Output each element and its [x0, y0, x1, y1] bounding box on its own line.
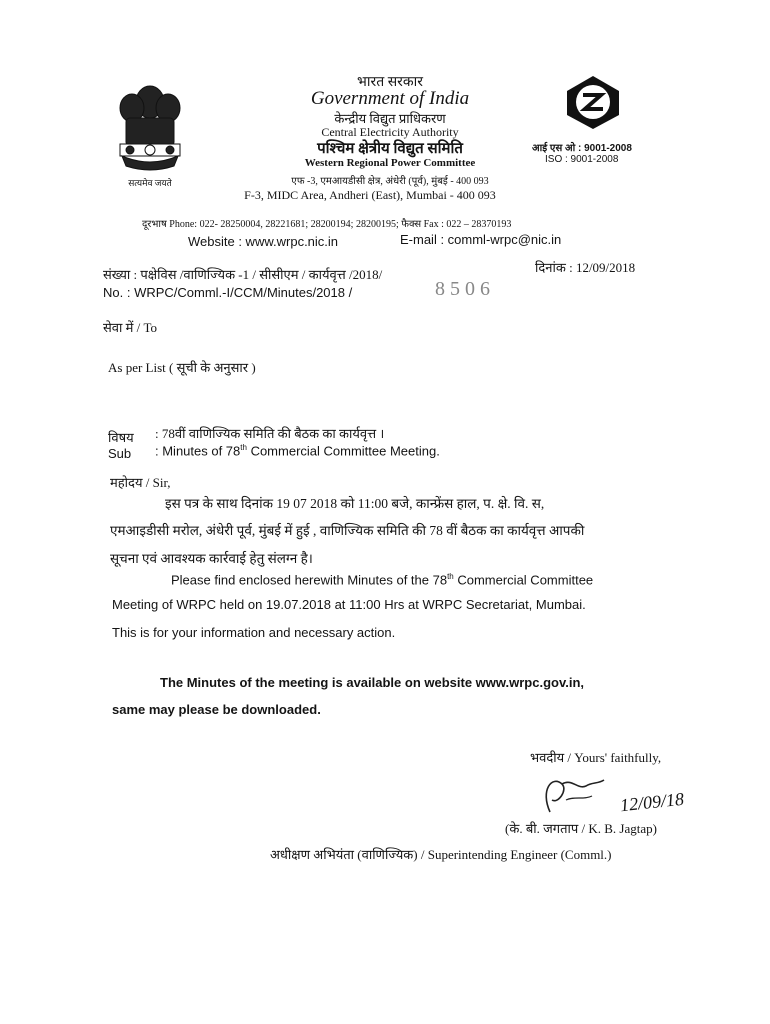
english-body-line-1-prefix: Please find enclosed herewith Minutes of the 78	[171, 572, 448, 588]
hindi-authority: केन्द्रीय विद्युत प्राधिकरण	[334, 111, 446, 126]
stamp-number: 8506	[435, 278, 495, 300]
english-address: F-3, MIDC Area, Andheri (East), Mumbai - 400 093	[244, 188, 496, 202]
hindi-body-line-3: सूचना एवं आवश्यक कार्रवाई हेतु संलग्न है।	[110, 551, 313, 566]
yours-faithfully: भवदीय / Yours' faithfully,	[530, 750, 662, 765]
subject-english-sup: th	[240, 443, 247, 452]
subject-english-prefix: : Minutes of 78	[155, 443, 241, 459]
english-body-line-1-suffix: Commercial Committee	[453, 572, 594, 588]
phone-line: दूरभाष Phone: 022- 28250004, 28221681; 28200194; 28200195; फैक्स Fax : 022 – 28370193	[142, 219, 512, 230]
subject-english-label: Sub	[108, 446, 132, 461]
website-notice-line-2: same may please be downloaded.	[112, 702, 321, 717]
subject-english-suffix: Commercial Committee Meeting.	[246, 443, 440, 459]
reference-english: No. : WRPC/Comml.-I/CCM/Minutes/2018 /	[103, 285, 353, 300]
email-link[interactable]: E-mail : comml-wrpc@nic.in	[400, 232, 562, 247]
subject-hindi-label: विषय	[108, 430, 134, 445]
state-emblem	[108, 78, 192, 190]
hindi-address: एफ -3, एमआयडीसी क्षेत्र, अंधेरी (पूर्व), मुंबई - 400 093	[291, 176, 489, 187]
english-body-line-1	[171, 572, 593, 587]
english-body-line-3: This is for your information and necessary action.	[112, 625, 396, 640]
english-committee: Western Regional Power Committee	[304, 157, 476, 169]
signature-date: 12/09/18	[619, 788, 685, 816]
iso-english: ISO : 9001-2008	[545, 154, 619, 165]
english-govt: Government of India	[310, 88, 470, 109]
reference-hindi: संख्या : पक्षेविस /वाणिज्यिक -1 / सीसीएम / कार्यवृत्त /2018/	[103, 267, 383, 282]
english-body-line-2: Meeting of WRPC held on 19.07.2018 at 11:00 Hrs at WRPC Secretariat, Mumbai.	[112, 597, 586, 612]
subject-hindi-text: : 78वीं वाणिज्यिक समिति की बैठक का कार्यवृत्त ।	[155, 426, 385, 441]
emblem-motto: सत्यमेव जयते	[128, 178, 172, 188]
iso-hindi: आई एस ओ : 9001-2008	[532, 143, 632, 154]
hindi-body-line-2: एमआइडीसी मरोल, अंधेरी पूर्व, मुंबई में हुई , वाणिज्यिक समिति की 78 वीं बैठक का कार्यवृत्त आपकी	[110, 523, 585, 538]
signature	[532, 770, 622, 820]
hindi-body-line-1: इस पत्र के साथ दिनांक 19 07 2018 को 11:00 बजे, कान्फ्रेंस हाल, प. क्षे. वि. स,	[165, 496, 545, 511]
english-body-line-1-sup: th	[447, 572, 454, 581]
website-notice-line-1: The Minutes of the meeting is available on website www.wrpc.gov.in,	[160, 675, 585, 690]
website-link[interactable]: Website : www.wrpc.nic.in	[188, 234, 339, 249]
subject-english-text	[155, 443, 440, 458]
addressee-to: सेवा में / To	[103, 320, 158, 335]
signatory-name: (के. बी. जगताप / K. B. Jagtap)	[505, 821, 657, 836]
signatory-designation: अधीक्षण अभियंता (वाणिज्यिक) / Superintending Engineer (Comml.)	[270, 847, 612, 862]
salutation: महोदय / Sir,	[110, 475, 171, 490]
iso-logo-icon	[561, 73, 625, 131]
english-authority: Central Electricity Authority	[321, 125, 459, 139]
hindi-committee: पश्चिम क्षेत्रीय विद्युत समिति	[317, 141, 463, 157]
addressee-list: As per List ( सूची के अनुसार )	[108, 360, 256, 375]
letter-date: दिनांक : 12/09/2018	[535, 260, 636, 275]
hindi-govt: भारत सरकार	[357, 75, 423, 90]
